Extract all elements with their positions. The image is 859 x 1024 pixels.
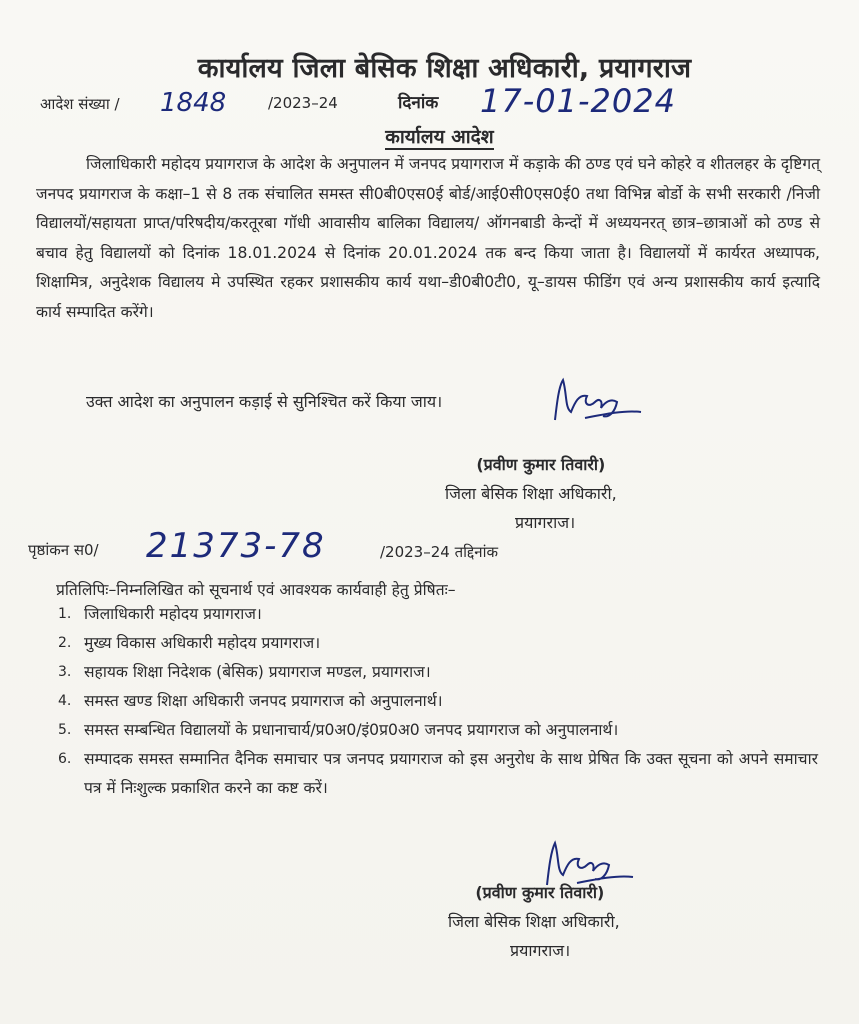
date-label: दिनांक [398,93,439,113]
signatory-block-2 [448,878,620,965]
list-item: 6. सम्पादक समस्त सम्मानित दैनिक समाचार पत्र जनपद प्रयागराज को इस अनुरोध के साथ प्रेषित कि उक्त सूचना को अपने समाचार पत्र में निःशुल्क प्रकाशित करने का कष्ट करें। [58,750,818,797]
list-item: 5. समस्त सम्बन्धित विद्यालयों के प्रधानाचार्य/प्र0अ0/इं0प्र0अ0 जनपद प्रयागराज को अनुपालनार्थ। [58,721,619,739]
order-year: /2023–24 [268,94,338,112]
signatory-place: प्रयागराज। [515,513,576,532]
copy-intro: प्रतिलिपिः–निम्नलिखित को सूचनार्थ एवं आवश्यक कार्यवाही हेतु प्रेषितः– [56,581,456,599]
signature-1 [545,372,785,432]
order-instruction: उक्त आदेश का अनुपालन कड़ाई से सुनिश्चित करें किया जाय। [86,392,443,411]
endorsement-line [28,526,828,570]
list-item: 4. समस्त खण्ड शिक्षा अधिकारी जनपद प्रयागराज को अनुपालनार्थ। [58,692,443,710]
order-body: जिलाधिकारी महोदय प्रयागराज के आदेश के अनुपालन में जनपद प्रयागराज में कड़ाके की ठण्ड एवं घने कोहरे व शीतलहर के दृष्टिगत् जनपद प्रयागराज के कक्षा–1 से 8 तक संचालित समस्त सी0बी0एस0ई बोर्ड/आई0सी0एस0ई0 तथा विभिन्न बोर्डो के सभी सरकारी /निजी विद्यालयों/सहायता प्राप्त/परिषदीय/करतूरबा गॉधी आवासीय बालिका विद्यालय/ ऑगनबाडी केन्दों में अध्ययनरत् छात्र–छात्राओं को ठण्ड से बचाव हेतु विद्यालयों को दिनांक 18.01.2024 से दिनांक 20.01.2024 तक बन्द किया जाता है। विद्यालयों में कार्यरत अध्यापक, शिक्षामित्र, अनुदेशक विद्यालय मे उपस्थित रहकर प्रशासकीय कार्य यथा–डी0बी0टी0, यू–डायस फीडिंग एवं अन्य प्रशासकीय कार्य इत्यादि कार्य सम्पादित करेंगे। [36,155,820,321]
endorsement-number: 21373-78 [146,526,326,566]
order-number: 1848 [160,88,227,118]
order-heading: कार्यालय आदेश [385,126,494,148]
office-title: कार्यालय जिला बेसिक शिक्षा अधिकारी, प्रयागराज [197,53,692,84]
order-reference-line [40,82,820,128]
signatory-place: प्रयागराज। [510,941,571,960]
list-item: 1. जिलाधिकारी महोदय प्रयागराज। [58,605,262,623]
endorsement-year-date: /2023–24 तद्दिनांक [380,543,499,561]
endorsement-label: पृष्ठांकन स0/ [28,541,99,559]
list-item: 3. सहायक शिक्षा निदेशक (बेसिक) प्रयागराज मण्डल, प्रयागराज। [58,663,431,681]
signatory-designation: जिला बेसिक शिक्षा अधिकारी, [445,484,617,503]
signatory-designation: जिला बेसिक शिक्षा अधिकारी, [448,912,620,931]
signatory-name: (प्रवीण कुमार तिवारी) [475,883,605,902]
order-number-label: आदेश संख्या / [40,95,120,113]
signatory-name: (प्रवीण कुमार तिवारी) [476,455,606,474]
list-item: 2. मुख्य विकास अधिकारी महोदय प्रयागराज। [58,634,321,652]
order-date: 17-01-2024 [480,82,676,120]
signatory-block-1 [445,450,617,537]
recipient-list [58,600,818,803]
